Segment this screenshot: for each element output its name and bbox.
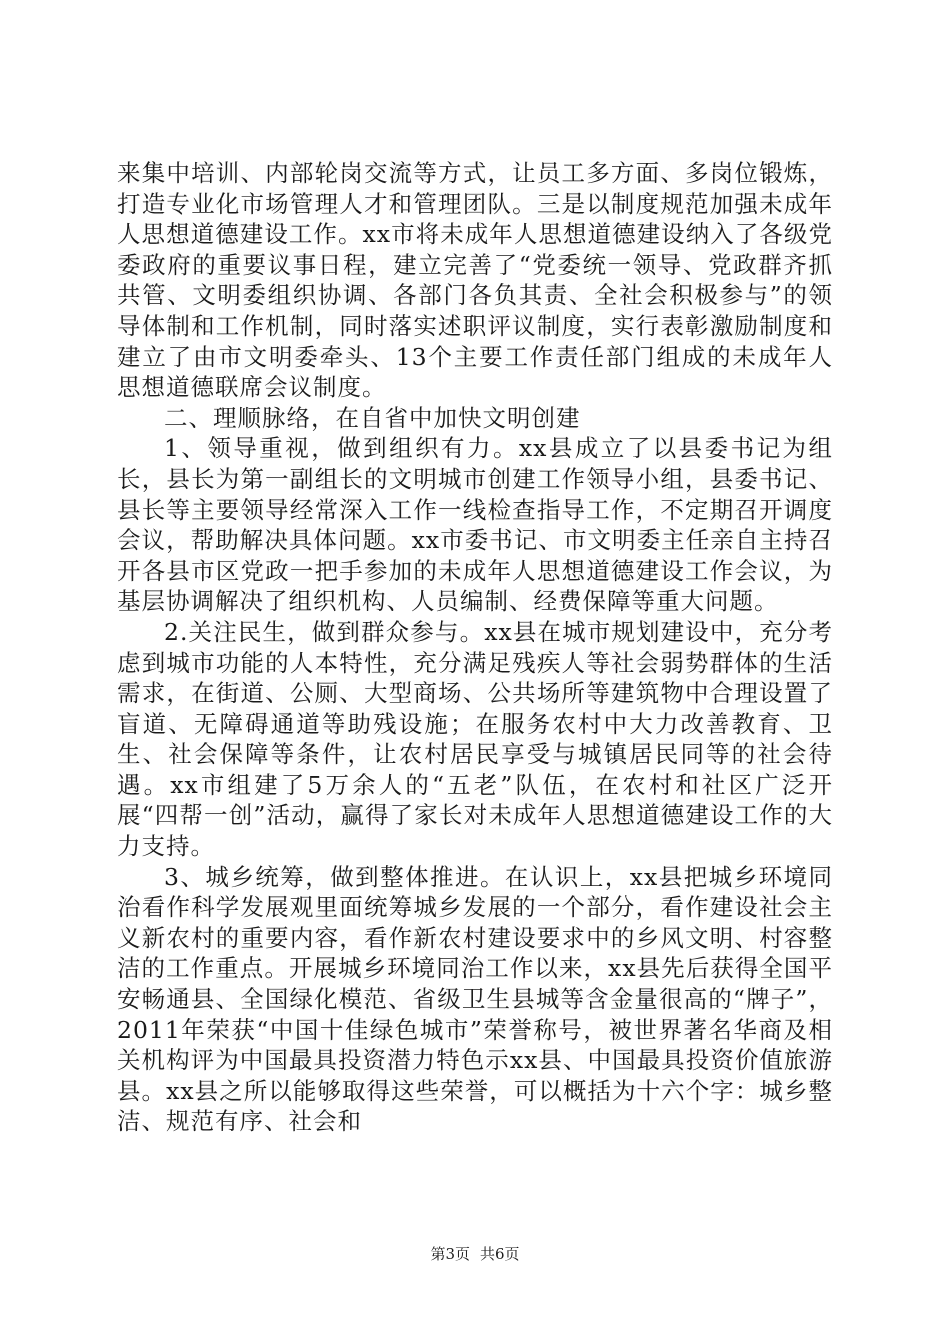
page-footer [0, 1244, 950, 1264]
page-total: 共6页 [480, 1245, 520, 1263]
section-heading: 二、理顺脉络，在自省中加快文明创建 [164, 403, 581, 432]
paragraph-point-1: 1、领导重视，做到组织有力。xx县成立了以县委书记为组长，县长为第一副组长的文明城市创建工作领导小组，县委书记、县长等主要领导经常深入工作一线检查指导工作，不定期召开调度会议，帮助解决具体问题。xx市委书记、市文明委主任亲自主持召开各县市区党政一把手参加的未成年人思想道德建设工作会议，为基层协调解决了组织机构、人员编制、经费保障等重大问题。 [117, 434, 833, 616]
page-number: 第3页 [430, 1245, 470, 1263]
paragraph-continuation: 来集中培训、内部轮岗交流等方式，让员工多方面、多岗位锻炼，打造专业化市场管理人才和管理团队。三是以制度规范加强未成年人思想道德建设工作。xx市将未成年人思想道德建设纳入了各级党委政府的重要议事日程，建立完善了“党委统一领导、党政群齐抓共管、文明委组织协调、各部门各负其责、全社会积极参与”的领导体制和工作机制，同时落实述职评议制度，实行表彰激励制度和建立了由市文明委牵头、13个主要工作责任部门组成的未成年人思想道德联席会议制度。 [117, 159, 833, 402]
paragraph-point-2: 2.关注民生，做到群众参与。xx县在城市规划建设中，充分考虑到城市功能的人本特性，充分满足残疾人等社会弱势群体的生活需求，在街道、公厕、大型商场、公共场所等建筑物中合理设置了盲道、无障碍通道等助残设施；在服务农村中大力改善教育、卫生、社会保障等条件，让农村居民享受与城镇居民同等的社会待遇。xx市组建了5万余人的“五老”队伍，在农村和社区广泛开展“四帮一创”活动，赢得了家长对未成年人思想道德建设工作的大力支持。 [117, 617, 833, 861]
document-body [117, 158, 833, 1137]
paragraph-point-3: 3、城乡统筹，做到整体推进。在认识上，xx县把城乡环境同治看作科学发展观里面统筹城乡发展的一个部分，看作建设社会主义新农村的重要内容，看作新农村建设要求中的乡风文明、村容整洁的工作重点。开展城乡环境同治工作以来，xx县先后获得全国平安畅通县、全国绿化模范、省级卫生县城等含金量很高的“牌子”，2011年荣获“中国十佳绿色城市”荣誉称号，被世界著名华商及相关机构评为中国最具投资潜力特色示xx县、中国最具投资价值旅游县。xx县之所以能够取得这些荣誉，可以概括为十六个字：城乡整洁、规范有序、社会和 [117, 862, 833, 1136]
